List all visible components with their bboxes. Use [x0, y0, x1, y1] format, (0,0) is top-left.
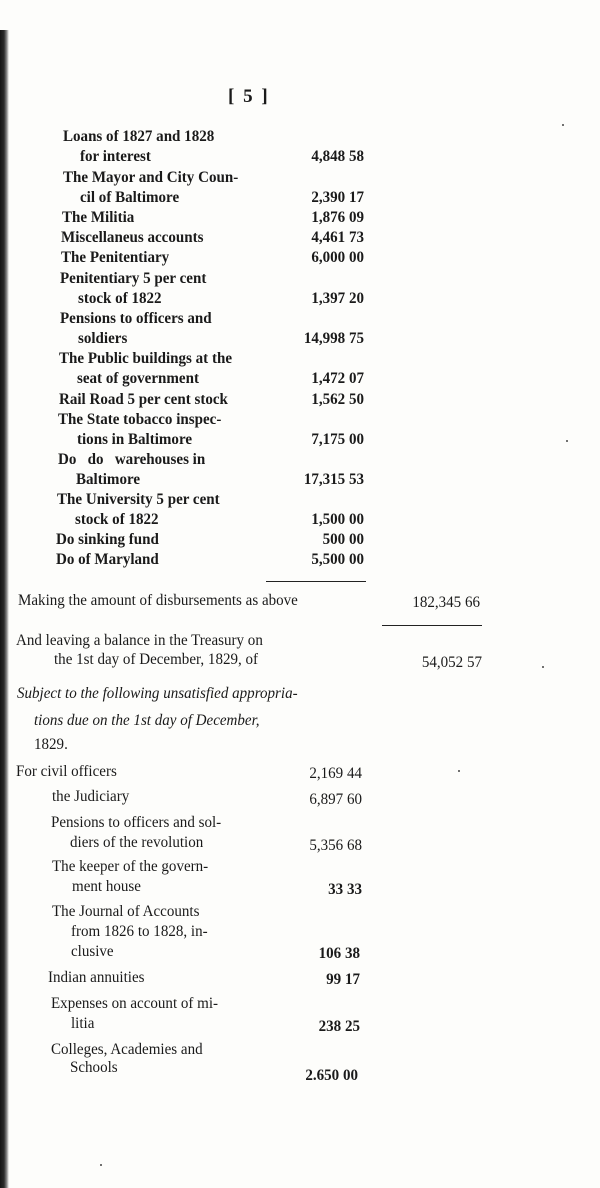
page-number: [ 5 ]: [228, 86, 270, 107]
disbursement-label: The Militia: [62, 209, 135, 226]
disbursement-amount: 500 00: [322, 531, 364, 548]
page-speck: [566, 440, 568, 442]
disbursement-label: Loans of 1827 and 1828: [63, 128, 215, 145]
appropriation-label-cont: from 1826 to 1828, in-: [71, 923, 208, 940]
appropriation-label: For civil officers: [16, 763, 117, 780]
disbursement-amount: 17,315 53: [303, 471, 364, 488]
appropriation-label: The keeper of the govern-: [52, 858, 209, 875]
making-amount-label: Making the amount of disbursements as above: [18, 592, 298, 609]
disbursement-label: The Public buildings at the: [59, 350, 233, 367]
appropriation-label: Colleges, Academies and: [51, 1041, 203, 1058]
balance-total: 54,052 57: [421, 654, 482, 671]
appropriation-label-cont: ment house: [72, 878, 141, 895]
appropriation-label: the Judiciary: [52, 788, 130, 805]
disbursement-amount: 4,848 58: [311, 148, 364, 165]
disbursement-amount: 7,175 00: [311, 431, 364, 448]
page-speck: [562, 124, 564, 126]
subtotal-rule: [266, 581, 366, 582]
page-spine-shadow: [0, 30, 9, 1188]
page-speck: [542, 666, 544, 668]
appropriation-label: The Journal of Accounts: [52, 903, 200, 920]
disbursement-amount: 6,000 00: [311, 249, 364, 266]
disbursement-label: The State tobacco inspec-: [58, 411, 222, 428]
subject-line-1: Subject to the following unsatisfied appropria-: [17, 685, 298, 702]
disbursement-amount: 1,397 20: [311, 290, 364, 307]
disbursement-label-cont: stock of 1822: [75, 511, 159, 528]
appropriation-label: Indian annuities: [48, 969, 145, 986]
disbursement-label: The Mayor and City Coun-: [63, 169, 239, 186]
disbursement-label-cont: seat of government: [77, 370, 199, 387]
page-speck: [100, 1164, 102, 1166]
appropriation-amount: 238 25: [318, 1018, 360, 1035]
disbursement-amount: 2,390 17: [311, 189, 364, 206]
disbursement-label-cont: for interest: [80, 148, 151, 165]
disbursement-amount: 1,472 07: [311, 370, 364, 387]
disbursement-label: Do do warehouses in: [58, 451, 206, 468]
disbursement-label: Do sinking fund: [56, 531, 159, 548]
appropriation-amount: 106 38: [318, 945, 360, 962]
appropriation-amount: 2,169 44: [309, 765, 362, 782]
appropriation-label-cont: litia: [71, 1015, 95, 1032]
appropriation-amount: 33 33: [328, 881, 362, 898]
disbursement-label-cont: cil of Baltimore: [80, 189, 180, 206]
disbursement-amount: 1,876 09: [311, 209, 364, 226]
balance-line-2: the 1st day of December, 1829, of: [54, 651, 259, 668]
appropriation-amount: 2.650 00: [305, 1067, 358, 1084]
disbursement-label-cont: tions in Baltimore: [77, 431, 193, 448]
disbursement-label-cont: Baltimore: [76, 471, 141, 488]
disbursement-label-cont: stock of 1822: [78, 290, 162, 307]
total-rule: [382, 625, 482, 626]
appropriation-amount: 99 17: [326, 971, 360, 988]
appropriation-label: Pensions to officers and sol-: [51, 814, 222, 831]
balance-line-1: And leaving a balance in the Treasury on: [16, 632, 263, 649]
disbursement-label: Do of Maryland: [56, 551, 159, 568]
disbursement-amount: 1,500 00: [311, 511, 364, 528]
appropriation-amount: 6,897 60: [309, 791, 362, 808]
disbursement-label: The University 5 per cent: [57, 491, 220, 508]
disbursement-label: Miscellaneus accounts: [61, 229, 204, 246]
disbursement-amount: 1,562 50: [311, 391, 364, 408]
appropriation-label-cont: clusive: [71, 943, 114, 960]
disbursement-label-cont: soldiers: [78, 330, 128, 347]
appropriation-amount: 5,356 68: [309, 837, 362, 854]
disbursement-amount: 5,500 00: [311, 551, 364, 568]
disbursement-label: Pensions to officers and: [60, 310, 212, 327]
appropriation-label-cont: diers of the revolution: [70, 834, 204, 851]
disbursement-amount: 14,998 75: [303, 330, 364, 347]
appropriation-label: Expenses on account of mi-: [51, 995, 219, 1012]
subject-line-3: 1829.: [34, 736, 68, 753]
disbursement-label: The Penitentiary: [61, 249, 170, 266]
page-speck: [458, 770, 460, 772]
disbursement-label: Rail Road 5 per cent stock: [59, 391, 228, 408]
appropriation-label-cont: Schools: [70, 1059, 118, 1076]
disbursement-amount: 4,461 73: [311, 229, 364, 246]
making-amount-total: 182,345 66: [412, 594, 480, 611]
disbursement-label: Penitentiary 5 per cent: [60, 270, 207, 287]
subject-line-2: tions due on the 1st day of December,: [34, 712, 260, 729]
